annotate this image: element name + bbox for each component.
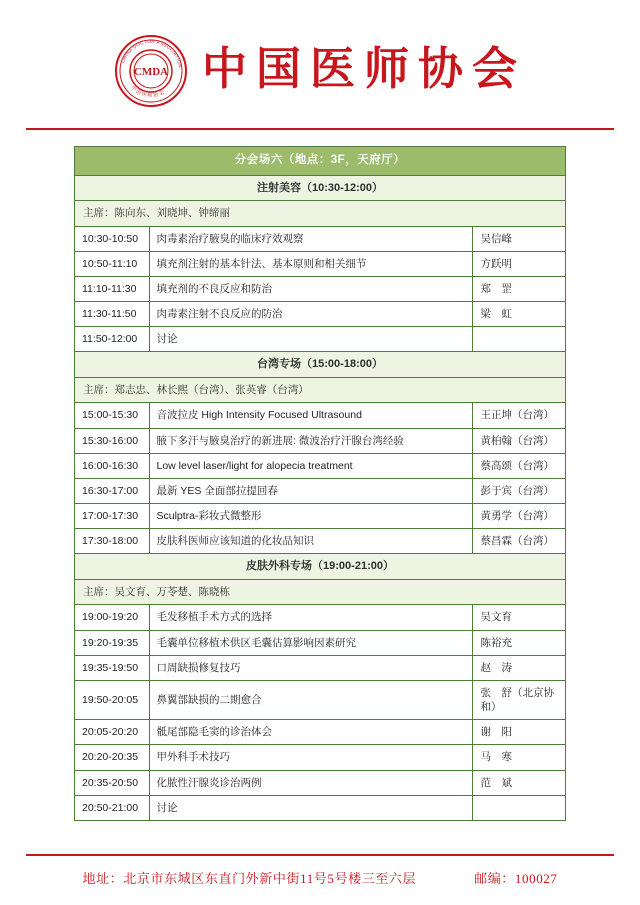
venue-title: 分会场六（地点：3F，天府厅） bbox=[75, 147, 565, 175]
row-time: 10:50-11:10 bbox=[75, 251, 149, 276]
row-time: 19:35-19:50 bbox=[75, 655, 149, 680]
row-speaker: 张 舒（北京协和） bbox=[473, 680, 565, 719]
row-time: 20:20-20:35 bbox=[75, 745, 149, 770]
row-speaker: 谢 阳 bbox=[473, 720, 565, 745]
footer-contact bbox=[0, 868, 640, 887]
row-time: 11:50-12:00 bbox=[75, 327, 149, 352]
document-footer bbox=[0, 854, 640, 887]
row-speaker: 黄勇学（台湾） bbox=[473, 504, 565, 529]
row-speaker: 范 斌 bbox=[473, 770, 565, 795]
row-speaker: 赵 涛 bbox=[473, 655, 565, 680]
row-title: 最新 YES 全面部拉提回春 bbox=[149, 478, 473, 503]
row-title: 讨论 bbox=[149, 795, 473, 820]
row-time: 19:00-19:20 bbox=[75, 605, 149, 630]
row-speaker: 吴信峰 bbox=[473, 226, 565, 251]
row-time: 15:30-16:00 bbox=[75, 428, 149, 453]
table-row bbox=[75, 478, 565, 503]
table-row bbox=[75, 276, 565, 301]
row-title: 填充剂的不良反应和防治 bbox=[149, 276, 473, 301]
schedule-table bbox=[75, 147, 565, 821]
table-row bbox=[75, 529, 565, 554]
row-time: 16:00-16:30 bbox=[75, 453, 149, 478]
row-title: 讨论 bbox=[149, 327, 473, 352]
row-time: 20:35-20:50 bbox=[75, 770, 149, 795]
svg-text:CHINA DOCTOR ASSOCIATION: CHINA DOCTOR ASSOCIATION bbox=[120, 38, 183, 69]
session-title: 台湾专场（15:00-18:00） bbox=[75, 352, 565, 378]
table-row bbox=[75, 655, 565, 680]
row-time: 16:30-17:00 bbox=[75, 478, 149, 503]
row-time: 10:30-10:50 bbox=[75, 226, 149, 251]
row-speaker: 吴文育 bbox=[473, 605, 565, 630]
row-title: 毛囊单位移植术供区毛囊估算影响因素研究 bbox=[149, 630, 473, 655]
svg-text:CMDA: CMDA bbox=[133, 66, 169, 78]
row-title: 毛发移植手术方式的选择 bbox=[149, 605, 473, 630]
row-time: 11:10-11:30 bbox=[75, 276, 149, 301]
row-time: 15:00-15:30 bbox=[75, 403, 149, 428]
table-row bbox=[75, 251, 565, 276]
row-title: 鼻翼部缺损的二期愈合 bbox=[149, 680, 473, 719]
document-header bbox=[0, 0, 640, 122]
row-time: 17:30-18:00 bbox=[75, 529, 149, 554]
table-row bbox=[75, 327, 565, 352]
row-speaker: 彭于宾（台湾） bbox=[473, 478, 565, 503]
session-chair-row bbox=[75, 201, 565, 226]
row-title: 腋下多汗与腋臭治疗的新进展: 微波治疗汗腺台湾经验 bbox=[149, 428, 473, 453]
row-speaker: 陈裕充 bbox=[473, 630, 565, 655]
header-divider bbox=[26, 128, 614, 130]
row-speaker: 梁 虹 bbox=[473, 302, 565, 327]
row-title: Low level laser/light for alopecia treatment bbox=[149, 453, 473, 478]
row-speaker bbox=[473, 795, 565, 820]
table-row bbox=[75, 428, 565, 453]
row-title: 音波拉皮 High Intensity Focused Ultrasound bbox=[149, 403, 473, 428]
session-chair: 主席：陈向东、刘晓坤、钟缔丽 bbox=[75, 201, 565, 226]
row-speaker: 马 寒 bbox=[473, 745, 565, 770]
table-row bbox=[75, 403, 565, 428]
row-title: 肉毒素注射不良反应的防治 bbox=[149, 302, 473, 327]
session-title-row bbox=[75, 554, 565, 580]
session-title-row bbox=[75, 352, 565, 378]
row-title: 骶尾部隐毛窦的诊治体会 bbox=[149, 720, 473, 745]
row-speaker bbox=[473, 327, 565, 352]
row-speaker: 黄柏翰（台湾） bbox=[473, 428, 565, 453]
row-speaker: 王正坤（台湾） bbox=[473, 403, 565, 428]
session-chair-row bbox=[75, 378, 565, 403]
table-row bbox=[75, 795, 565, 820]
row-title: 化脓性汗腺炎诊治两例 bbox=[149, 770, 473, 795]
venue-title-row bbox=[75, 147, 565, 175]
footer-postcode: 邮编：100027 bbox=[474, 871, 558, 886]
table-row bbox=[75, 302, 565, 327]
table-row bbox=[75, 226, 565, 251]
footer-divider bbox=[26, 854, 614, 856]
table-row bbox=[75, 680, 565, 719]
row-title: 甲外科手术技巧 bbox=[149, 745, 473, 770]
session-chair-row bbox=[75, 580, 565, 605]
row-speaker: 蔡高颂（台湾） bbox=[473, 453, 565, 478]
table-row bbox=[75, 453, 565, 478]
row-speaker: 方跃明 bbox=[473, 251, 565, 276]
table-row bbox=[75, 720, 565, 745]
session-chair: 主席：吴文育、万苓楚、陈晓栋 bbox=[75, 580, 565, 605]
row-title: Sculptra-彩妆式微整形 bbox=[149, 504, 473, 529]
session-title-row bbox=[75, 175, 565, 201]
session-chair: 主席：郑志忠、林长熙（台湾）、张英睿（台湾） bbox=[75, 378, 565, 403]
row-time: 17:00-17:30 bbox=[75, 504, 149, 529]
schedule-table-container bbox=[74, 146, 566, 821]
organization-title: 中国医师协会 bbox=[201, 43, 526, 94]
row-title: 肉毒素治疗腋臭的临床疗效观察 bbox=[149, 226, 473, 251]
session-title: 皮肤外科专场（19:00-21:00） bbox=[75, 554, 565, 580]
cmda-seal-icon bbox=[114, 34, 188, 108]
table-row bbox=[75, 630, 565, 655]
footer-address: 地址：北京市东城区东直门外新中街11号5号楼三至六层 bbox=[82, 871, 417, 886]
row-time: 19:20-19:35 bbox=[75, 630, 149, 655]
table-row bbox=[75, 745, 565, 770]
row-speaker: 蔡昌霖（台湾） bbox=[473, 529, 565, 554]
row-time: 20:50-21:00 bbox=[75, 795, 149, 820]
table-row bbox=[75, 504, 565, 529]
session-title: 注射美容（10:30-12:00） bbox=[75, 175, 565, 201]
svg-text:中国医师协会: 中国医师协会 bbox=[129, 84, 167, 99]
row-title: 皮肤科医师应该知道的化妆品知识 bbox=[149, 529, 473, 554]
row-time: 19:50-20:05 bbox=[75, 680, 149, 719]
row-speaker: 郑 罡 bbox=[473, 276, 565, 301]
row-title: 填充剂注射的基本针法、基本原则和相关细节 bbox=[149, 251, 473, 276]
row-title: 口周缺损修复技巧 bbox=[149, 655, 473, 680]
row-time: 20:05-20:20 bbox=[75, 720, 149, 745]
row-time: 11:30-11:50 bbox=[75, 302, 149, 327]
table-row bbox=[75, 770, 565, 795]
table-row bbox=[75, 605, 565, 630]
